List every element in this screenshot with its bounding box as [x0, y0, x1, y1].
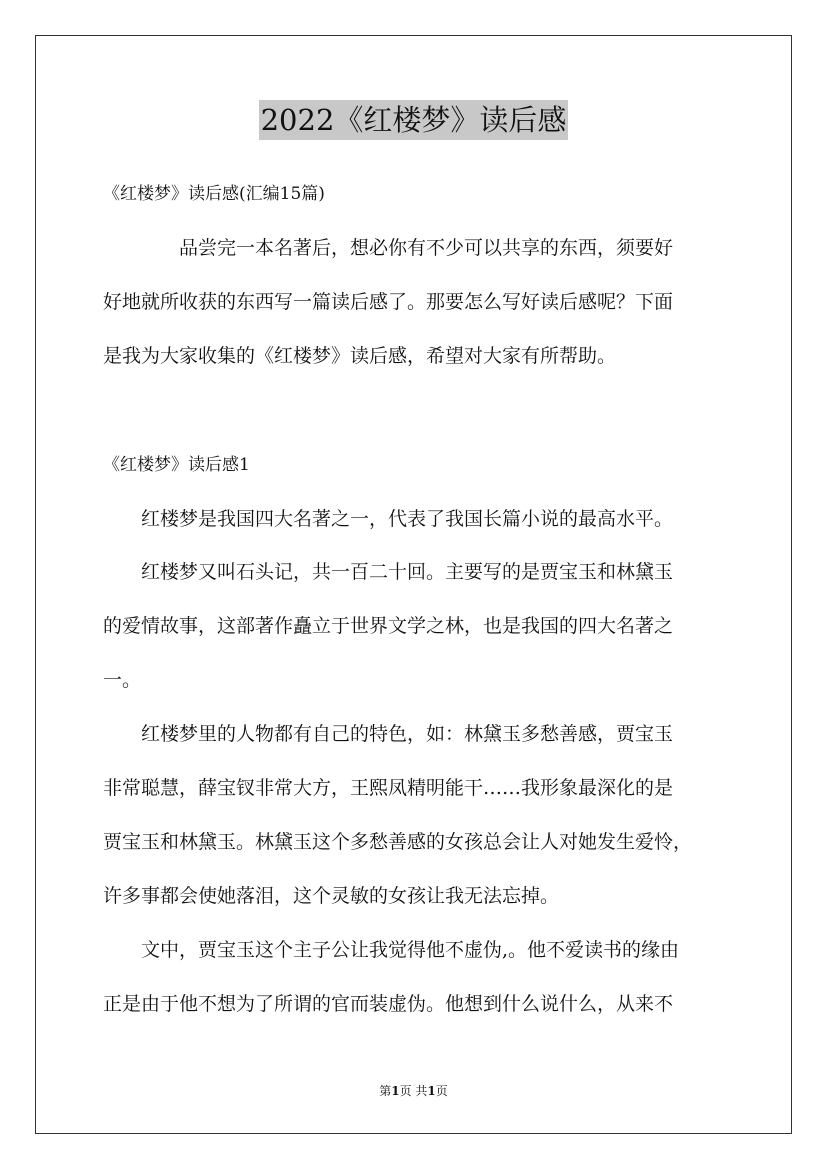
document-title: 2022《红楼梦》读后感 — [259, 100, 569, 140]
section-heading: 《红楼梦》读后感1 — [103, 455, 250, 475]
body-line: 非常聪慧，薛宝钗非常大方，王熙凤精明能干……我形象最深化的是 — [103, 777, 674, 799]
body-line: 一。 — [103, 669, 142, 691]
page-total: 1 — [427, 1084, 436, 1098]
body-line: 红楼梦里的人物都有自己的特色，如：林黛玉多愁善感，贾宝玉 — [103, 723, 674, 745]
page-footer — [0, 1082, 827, 1100]
body-line: 贾宝玉和林黛玉。林黛玉这个多愁善感的女孩总会让人对她发生爱怜， — [103, 831, 693, 853]
intro-line: 品尝完一本名著后，想必你有不少可以共享的东西，须要好 — [103, 237, 674, 259]
body-line: 的爱情故事，这部著作矗立于世界文学之林，也是我国的四大名著之 — [103, 615, 674, 637]
page-suffix: 页 — [435, 1084, 448, 1098]
page-prefix: 第 — [379, 1084, 392, 1098]
document-title-wrap — [0, 100, 827, 140]
page-middle: 页 共 — [399, 1084, 428, 1098]
intro-line: 是我为大家收集的《红楼梦》读后感，希望对大家有所帮助。 — [103, 345, 617, 367]
intro-line: 好地就所收获的东西写一篇读后感了。那要怎么写好读后感呢？下面 — [103, 291, 674, 313]
body-line: 正是由于他不想为了所谓的官而装虚伪。他想到什么说什么，从来不 — [103, 993, 674, 1015]
body-line: 文中，贾宝玉这个主子公让我觉得他不虚伪,。他不爱读书的缘由 — [103, 939, 680, 961]
document-subtitle: 《红楼梦》读后感(汇编15篇) — [103, 184, 325, 204]
body-line: 许多事都会使她落泪，这个灵敏的女孩让我无法忘掉。 — [103, 885, 560, 907]
body-line: 红楼梦又叫石头记，共一百二十回。主要写的是贾宝玉和林黛玉 — [103, 561, 674, 583]
page-number: 1 — [391, 1084, 400, 1098]
body-line: 红楼梦是我国四大名著之一，代表了我国长篇小说的最高水平。 — [103, 508, 674, 530]
